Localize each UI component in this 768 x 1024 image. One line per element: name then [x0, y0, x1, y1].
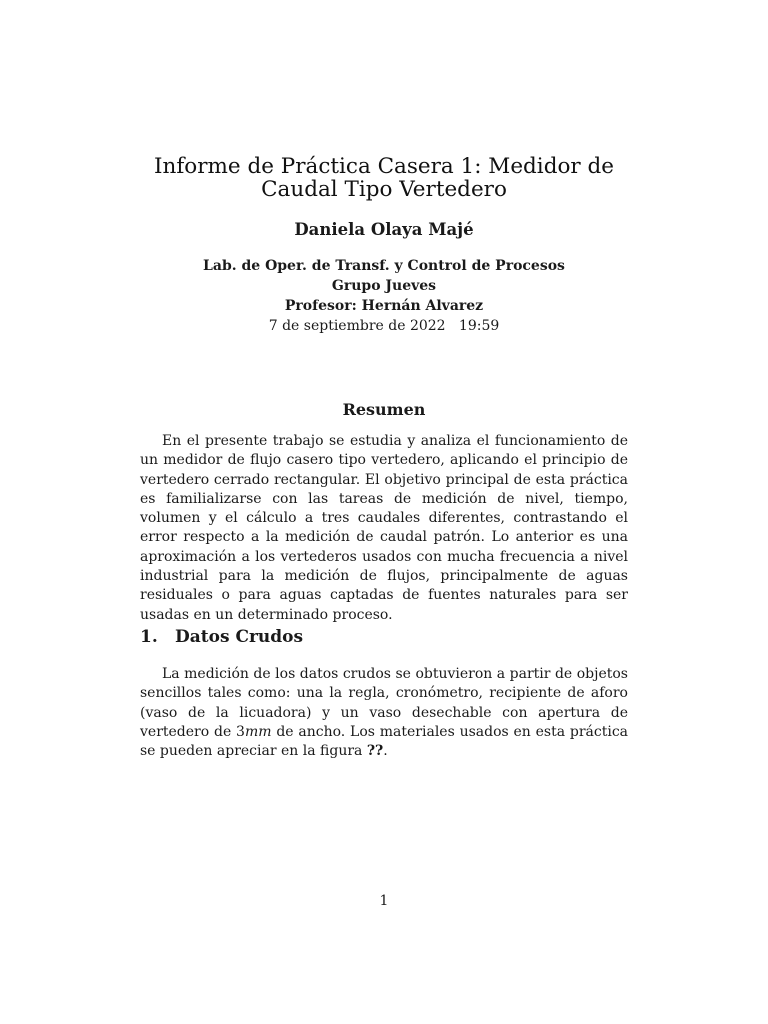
title-line-1: Informe de Práctica Casera 1: Medidor de — [154, 154, 614, 179]
paper-title — [0, 155, 768, 201]
page-number: 1 — [379, 893, 389, 909]
section-text-1: La medición de los datos crudos se obtuvieron a partir de objetos sencillos tales como: una la regla, cronómetro, recipiente de aforo (vaso de la licuadora) y un vaso desechable con apertura de vertedero de 3 — [140, 666, 628, 740]
unit-mm: mm — [244, 723, 272, 740]
section-heading — [140, 627, 303, 647]
section-number: 1. — [140, 627, 158, 647]
section-title: Datos Crudos — [175, 627, 304, 647]
affiliation-block — [0, 256, 768, 336]
section-text-2: de ancho. Los materiales usados en esta práctica se pueden apreciar en la figura — [140, 723, 628, 760]
section-text-3: . — [383, 743, 388, 760]
abstract-body — [140, 432, 628, 625]
abstract-heading: Resumen — [342, 400, 426, 419]
abstract-paragraph: En el presente trabajo se estudia y analiza el funcionamiento de un medidor de flujo casero tipo vertedero, aplicando el principio de vertedero cerrado rectangular. El objetivo principal de esta práctica es familializarse con las tareas de medición de nivel, tiempo, volumen y el cálculo a tres caudales diferentes, contrastando el error respecto a la medición de caudal patrón. Lo anterior es una aproximación a los vertederos usados con mucha frecuencia a nivel industrial para la medición de flujos, principalmente de aguas residuales o para aguas captadas de fuentes naturales para ser usadas en un determinado proceso. — [140, 433, 628, 623]
professor-name: Profesor: Hernán Alvarez — [284, 298, 484, 314]
section-body — [140, 665, 628, 761]
report-date: 7 de septiembre de 2022 19:59 — [268, 318, 500, 334]
author-name: Daniela Olaya Majé — [294, 220, 474, 239]
lab-name: Lab. de Oper. de Transf. y Control de Procesos — [203, 258, 565, 274]
group-name: Grupo Jueves — [331, 278, 437, 294]
figure-reference: ?? — [366, 743, 384, 760]
section-paragraph — [140, 665, 628, 761]
title-line-2: Caudal Tipo Vertedero — [261, 177, 507, 202]
